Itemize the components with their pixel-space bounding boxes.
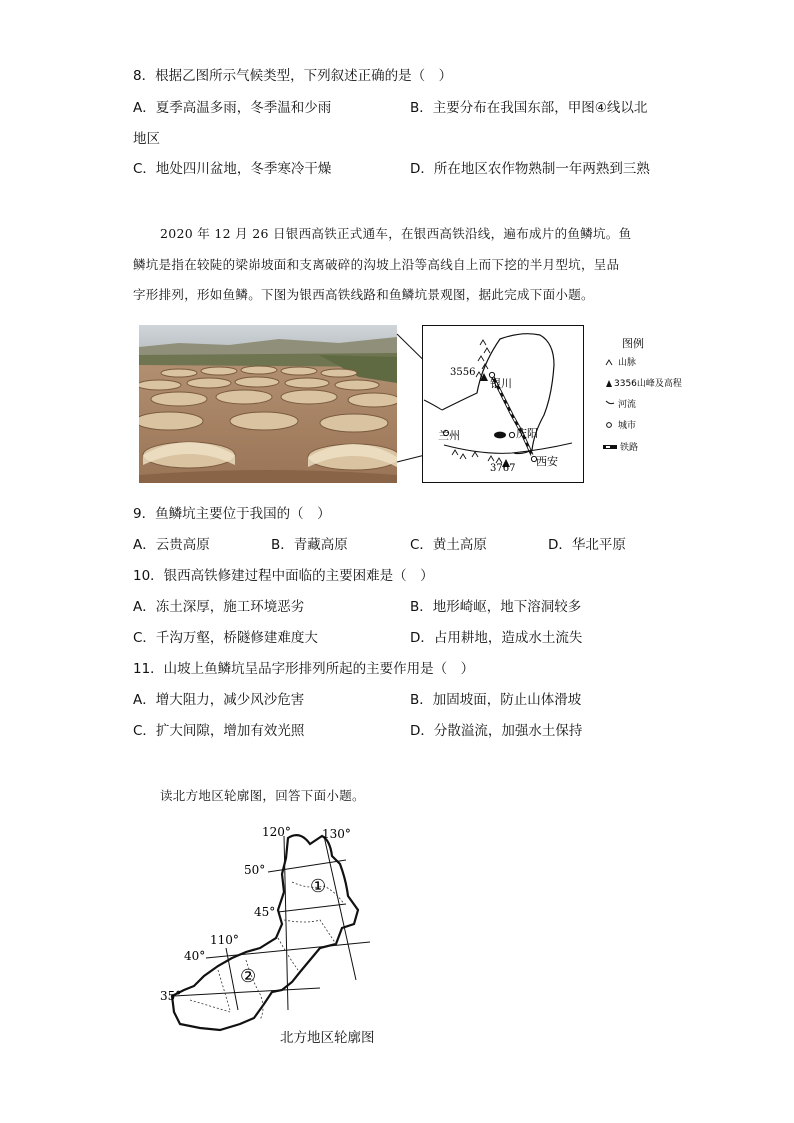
legend-peak-icon	[606, 380, 612, 387]
q10-option-c: C．千沟万壑，桥隧修建难度大	[133, 630, 318, 646]
q10-option-d: D．占用耕地，造成水土流失	[410, 630, 583, 646]
lat-45-label: 45°	[254, 905, 276, 919]
legend-title: 图例	[622, 337, 644, 350]
legend-mountain: 山脉	[618, 358, 637, 368]
qingyang-label: 庆阳	[516, 427, 538, 440]
map2-caption: 北方地区轮廓图	[280, 1030, 375, 1046]
yinchuan-label: 银川	[490, 377, 512, 390]
q10-stem: 10．银西高铁修建过程中面临的主要困难是（ ）	[133, 568, 434, 584]
region-1-label: ①	[310, 876, 327, 897]
qingyang-city-icon	[509, 432, 514, 437]
lon-130-label: 130°	[322, 827, 351, 841]
qingyang-marker	[494, 432, 506, 439]
yinxi-map-svg	[422, 325, 682, 483]
legend-peak: 3356山峰及高程	[614, 379, 682, 389]
lanzhou-label: 兰州	[438, 429, 460, 442]
q9-option-b: B．青藏高原	[271, 537, 348, 553]
legend-river: 河流	[618, 400, 637, 410]
passage1-line2: 鳞坑是指在较陡的梁峁坡面和支离破碎的沟坡上沿等高线自上而下挖的半月型坑，呈品	[133, 257, 620, 272]
peak1-label: 3556	[450, 367, 476, 378]
q11-stem: 11．山坡上鱼鳞坑呈品字形排列所起的主要作用是（ ）	[133, 661, 475, 677]
lat-35-label: 35°	[160, 989, 182, 1003]
q11-option-d: D．分散溢流，加强水土保持	[410, 723, 583, 739]
graticule	[174, 836, 370, 1010]
lat-40-label: 40°	[184, 949, 206, 963]
q8-option-a: A．夏季高温多雨，冬季温和少雨	[133, 100, 332, 116]
xian-label: 西安	[536, 455, 558, 468]
passage1-line1: 2020 年 12 月 26 日银西高铁正式通车，在银西高铁沿线，遍布成片的鱼鳞坑。鱼	[160, 226, 632, 241]
fish-scale-pit-photo	[139, 325, 397, 483]
lon-120-label: 120°	[262, 825, 291, 839]
q9-option-d: D．华北平原	[548, 537, 626, 553]
region-2-label: ②	[240, 966, 257, 987]
lon-110-label: 110°	[210, 933, 239, 947]
q8-stem: 8．根据乙图所示气候类型，下列叙述正确的是（ ）	[133, 68, 453, 84]
legend-river-icon	[606, 401, 614, 404]
q8-option-d: D．所在地区农作物熟制一年两熟到三熟	[410, 161, 650, 177]
yinxi-railway-map	[422, 325, 682, 483]
passage2-line1: 读北方地区轮廓图，回答下面小题。	[160, 788, 365, 803]
q11-option-b: B．加固坡面，防止山体滑坡	[410, 692, 582, 708]
northern-region-map-svg	[160, 820, 400, 1050]
q8-option-c: C．地处四川盆地，冬季寒冷干燥	[133, 161, 332, 177]
q10-option-a: A．冻土深厚，施工环境恶劣	[133, 599, 305, 615]
peak2-label: 3767	[490, 463, 516, 474]
q11-option-c: C．扩大间隙，增加有效光照	[133, 723, 305, 739]
q11-option-a: A．增大阻力，减少风沙危害	[133, 692, 305, 708]
legend-mountain-icon	[606, 360, 612, 365]
q8-option-b: B．主要分布在我国东部，甲图④线以北	[410, 100, 648, 116]
q9-option-c: C．黄土高原	[410, 537, 487, 553]
northern-region-map	[160, 820, 400, 1050]
q9-stem: 9．鱼鳞坑主要位于我国的（ ）	[133, 506, 331, 522]
q9-option-a: A．云贵高原	[133, 537, 210, 553]
q8-option-b-cont: 地区	[133, 131, 160, 147]
legend-rail: 铁路	[620, 443, 639, 453]
lat-50-label: 50°	[244, 863, 266, 877]
legend-city: 城市	[618, 421, 637, 431]
fish-scale-pit-illustration	[139, 325, 397, 483]
passage1-line3: 字形排列，形如鱼鳞。下图为银西高铁线路和鱼鳞坑景观图，据此完成下面小题。	[133, 287, 594, 302]
legend-city-icon	[607, 423, 612, 428]
q10-option-b: B．地形崎岖，地下溶洞较多	[410, 599, 582, 615]
